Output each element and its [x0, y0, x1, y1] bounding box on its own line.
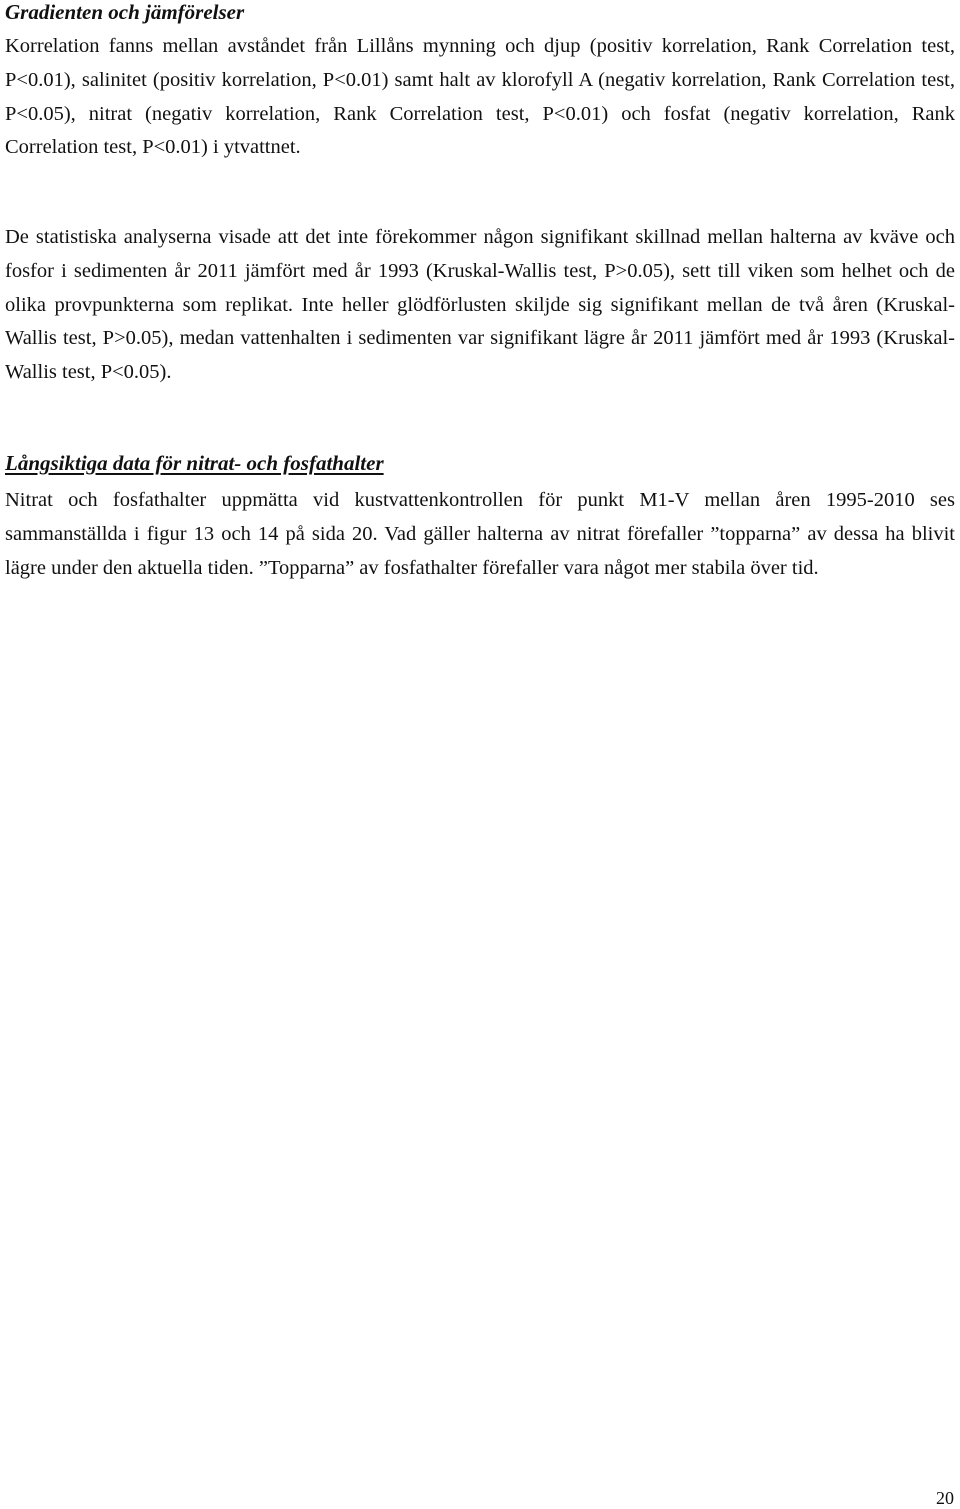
paragraph-korrelation: Korrelation fanns mellan avståndet från Lillåns mynning och djup (positiv korrelation, Rank Correlation test, P<0.01), salinitet (positiv korrelation, P<0.01) samt halt av klorofyll A (negativ korrelation, Rank Correlation test, P<0.05), nitrat (negativ korrelation, Rank Correlation test, P<0.01) och fosfat (negativ korrelation, Rank Correlation test, P<0.01) i ytvattnet. [5, 35, 955, 159]
paragraph-statistiska-analyser: De statistiska analyserna visade att det inte förekommer någon signifikant skillnad mellan halterna av kväve och fosfor i sedimenten år 2011 jämfört med år 1993 (Kruskal-Wallis test, P>0.05), sett till viken som helhet och de olika provpunkterna som replikat. Inte heller glödförlusten skiljde sig signifikant mellan de två åren (Kruskal-Wallis test, P>0.05), medan vattenhalten i sedimenten var signifikant lägre år 2011 jämfört med år 1993 (Kruskal-Wallis test, P<0.05). [5, 226, 955, 384]
page-number: 20 [936, 1488, 954, 1508]
paragraph-nitrat-fosfat: Nitrat och fosfathalter uppmätta vid kustvattenkontrollen för punkt M1-V mellan åren 1995-2010 ses sammanställda i figur 13 och 14 på sida 20. Vad gäller halterna av nitrat förefaller ”topparna” av dessa ha blivit lägre under den aktuella tiden. ”Topparna” av fosfathalter förefaller vara något mer stabila över tid. [5, 489, 955, 579]
section-heading-gradienten: Gradienten och jämförelser [5, 0, 245, 24]
section-heading-langsiktiga-data: Långsiktiga data för nitrat- och fosfathalter [5, 451, 384, 475]
